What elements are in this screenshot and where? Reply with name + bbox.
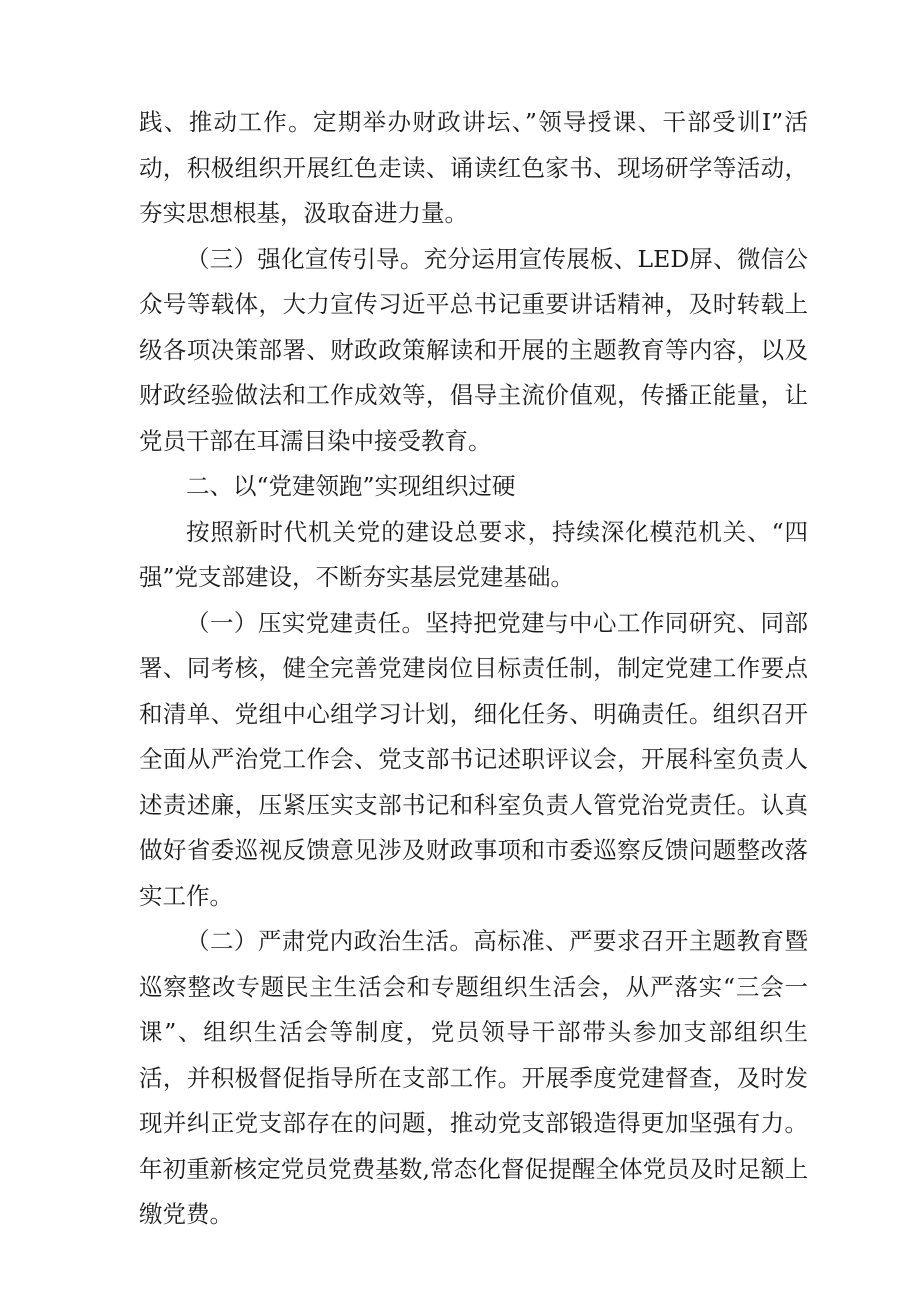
paragraph-party-responsibility: （一）压实党建责任。坚持把党建与中心工作同研究、同部署、同考核，健全完善党建岗位目标责任制，制定党建工作要点和清单、党组中心组学习计划，细化任务、明确责任。组织召开全面从严治党工作会、党支部书记述职评议会，开展科室负责人述责述廉，压紧压实支部书记和科室负责人管党治党责任。认真做好省委巡视反馈意见涉及财政事项和市委巡察反馈问题整改落实工作。 bbox=[139, 608, 808, 910]
section-heading-organization: 二、以“党建领跑”实现组织过硬 bbox=[186, 472, 516, 500]
paragraph-section-intro: 按照新时代机关党的建设总要求，持续深化模范机关、“四强”党支部建设，不断夯实基层党建基础。 bbox=[139, 517, 808, 591]
paragraph-political-life: （二）严肃党内政治生活。高标准、严要求召开主题教育暨巡察整改专题民主生活会和专题组织生活会，从严落实“三会一课”、组织生活会等制度，党员领导干部带头参加支部组织生活，并积极督促指导所在支部工作。开展季度党建督查，及时发现并纠正党支部存在的问题，推动党支部锻造得更加坚强有力。年初重新核定党员党费基数,常态化督促提醒全体党员及时足额上缴党费。 bbox=[139, 927, 808, 1228]
paragraph-publicity-guidance: （三）强化宣传引导。充分运用宣传展板、LED屏、微信公众号等载体，大力宣传习近平总书记重要讲话精神，及时转载上级各项决策部署、财政政策解读和开展的主题教育等内容，以及财政经验做法和工作成效等，倡导主流价值观，传播正能量，让党员干部在耳濡目染中接受教育。 bbox=[139, 244, 808, 455]
paragraph-activities-continued: 践、推动工作。定期举办财政讲坛、”领导授课、干部受训I”活动，积极组织开展红色走读、诵读红色家书、现场研学等活动，夯实思想根基，汲取奋进力量。 bbox=[139, 108, 808, 227]
